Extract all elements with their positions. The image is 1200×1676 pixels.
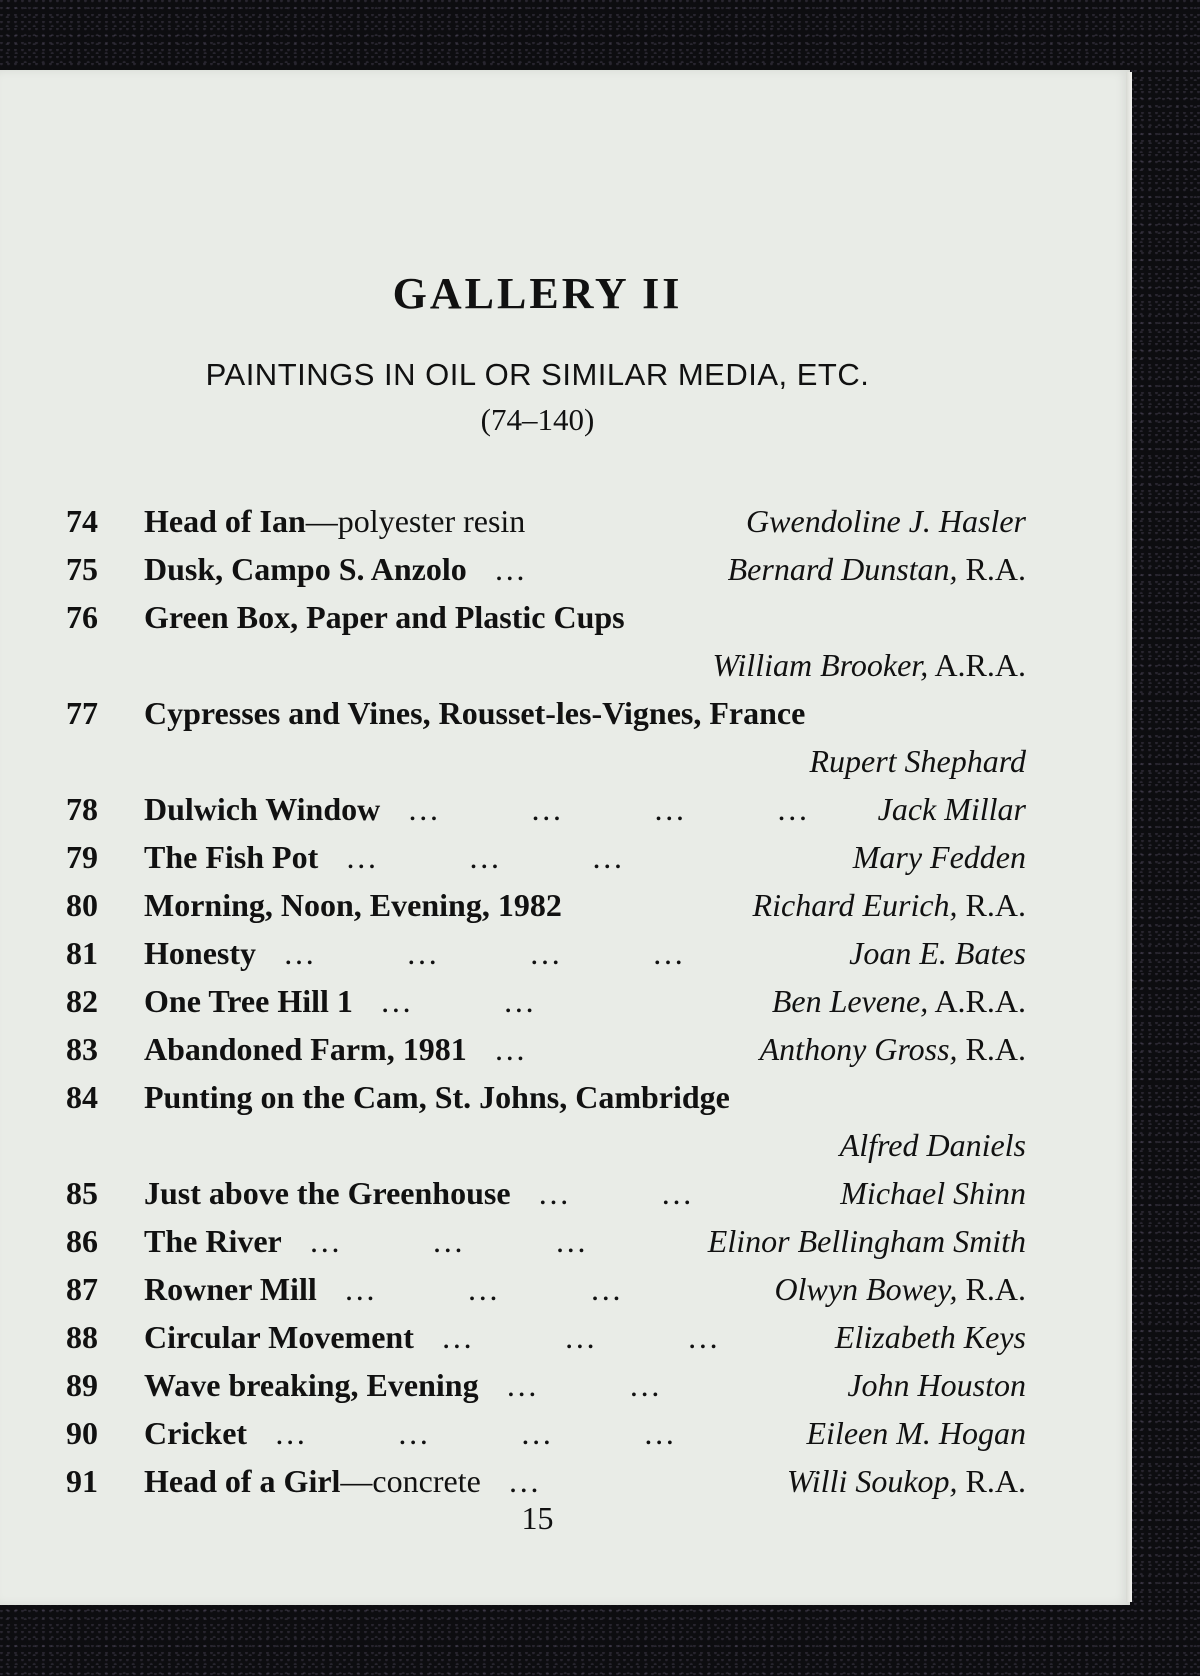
work-title: Head of Ian — [144, 503, 306, 539]
catalogue-entry — [66, 1073, 1026, 1121]
work-title: Morning, Noon, Evening, 1982 — [144, 887, 562, 923]
gallery-title: GALLERY II — [392, 269, 683, 318]
entry-number: 84 — [66, 1079, 98, 1115]
artist-name — [807, 1409, 1027, 1457]
entry-title — [144, 1025, 527, 1073]
entry-title — [144, 497, 525, 545]
artist-name — [772, 977, 1026, 1025]
catalogue-entry — [66, 1025, 1026, 1073]
work-title: One Tree Hill 1 — [144, 983, 353, 1019]
catalogue-entry — [66, 1313, 1026, 1361]
entry-number: 82 — [66, 983, 98, 1019]
entry-title — [144, 1313, 720, 1361]
leader-dots: … — [466, 551, 527, 587]
entry-continuation — [66, 737, 1026, 785]
artist-name-text: Michael Shinn — [840, 1175, 1026, 1211]
entry-continuation — [66, 641, 1026, 689]
leader-dots: … … … … — [256, 935, 685, 971]
work-title: Just above the Greenhouse — [144, 1175, 511, 1211]
entry-number: 74 — [66, 503, 98, 539]
section-subtitle: PAINTINGS IN OIL OR SIMILAR MEDIA, ETC. — [205, 357, 870, 392]
artist-honour: A.R.A. — [928, 983, 1026, 1019]
leader-dots: … … — [478, 1367, 662, 1403]
entry-number: 77 — [66, 695, 98, 731]
work-title: Abandoned Farm, 1981 — [144, 1031, 467, 1067]
catalogue-entry — [66, 977, 1026, 1025]
entry-number: 81 — [66, 935, 98, 971]
page-number: 15 — [521, 1500, 554, 1536]
artist-name-text: Elizabeth Keys — [834, 1319, 1026, 1355]
work-title: The Fish Pot — [144, 839, 319, 875]
catalogue-entry — [66, 1169, 1026, 1217]
catalogue-entry — [66, 881, 1026, 929]
artist-name — [728, 545, 1026, 593]
entry-number: 91 — [66, 1463, 98, 1499]
catalogue-entry — [66, 785, 1026, 833]
catalogue-entry — [66, 1361, 1026, 1409]
entry-title — [144, 833, 624, 881]
catalogue-entry — [66, 1217, 1026, 1265]
artist-name-text: Rupert Shephard — [809, 743, 1026, 779]
artist-honour: R.A. — [957, 1463, 1026, 1499]
leader-dots: … — [466, 1031, 527, 1067]
leader-dots: … … … … — [380, 791, 810, 827]
work-medium: —concrete — [340, 1463, 481, 1499]
work-title: Wave breaking, Evening — [144, 1367, 479, 1403]
catalogue-entry — [66, 689, 1026, 737]
entry-title — [144, 1265, 623, 1313]
artist-name-text: Olwyn Bowey, — [774, 1271, 958, 1307]
entry-title — [144, 1217, 588, 1265]
artist-name — [840, 1121, 1026, 1169]
artist-name — [847, 1361, 1026, 1409]
catalogue-entry — [66, 593, 1026, 641]
artist-name-text: Alfred Daniels — [839, 1127, 1026, 1163]
catalogue-entry — [66, 929, 1026, 977]
artist-honour: A.R.A. — [928, 647, 1026, 683]
work-title: Rowner Mill — [144, 1271, 317, 1307]
artist-name-text: Eileen M. Hogan — [806, 1415, 1026, 1451]
work-medium: —polyester resin — [305, 503, 526, 539]
entry-number: 76 — [66, 599, 98, 635]
leader-dots: … … … — [316, 1271, 623, 1307]
artist-name-text: Elinor Bellingham Smith — [707, 1223, 1026, 1259]
catalogue-entry — [66, 1409, 1026, 1457]
entry-number: 89 — [66, 1367, 98, 1403]
entry-title — [144, 881, 562, 929]
entry-title — [144, 929, 685, 977]
entry-number: 85 — [66, 1175, 98, 1211]
leader-dots: … … — [352, 983, 536, 1019]
artist-name — [760, 1025, 1026, 1073]
artist-name — [787, 1457, 1026, 1505]
entry-number: 79 — [66, 839, 98, 875]
artist-name — [878, 785, 1026, 833]
entry-title — [144, 785, 809, 833]
catalogue-entry — [66, 545, 1026, 593]
entry-number: 86 — [66, 1223, 98, 1259]
entry-title — [144, 1169, 694, 1217]
leader-dots: … … … — [318, 839, 625, 875]
artist-name-text: Gwendoline J. Hasler — [746, 503, 1026, 539]
entry-title — [144, 1361, 662, 1409]
entry-number: 88 — [66, 1319, 98, 1355]
catalogue-entries — [66, 497, 1026, 1505]
entry-number: 90 — [66, 1415, 98, 1451]
entry-title — [144, 1409, 676, 1457]
page-edge — [1126, 72, 1132, 1602]
artist-name-text: Joan E. Bates — [849, 935, 1026, 971]
artist-name-text: Jack Millar — [877, 791, 1026, 827]
catalogue-entry — [66, 1457, 1026, 1505]
work-title: The River — [144, 1223, 282, 1259]
entry-title — [144, 977, 536, 1025]
catalogue-range: (74–140) — [480, 402, 595, 437]
work-title: Cricket — [144, 1415, 248, 1451]
artist-honour: R.A. — [957, 1271, 1026, 1307]
entry-title — [144, 1073, 730, 1121]
entry-title — [144, 1457, 541, 1505]
artist-name-text: Bernard Dunstan, — [727, 551, 958, 587]
artist-name-text: Ben Levene, — [771, 983, 929, 1019]
artist-name — [849, 929, 1026, 977]
artist-name-text: John Houston — [847, 1367, 1026, 1403]
artist-name — [835, 1313, 1026, 1361]
work-title: Honesty — [144, 935, 256, 971]
entry-continuation — [66, 1121, 1026, 1169]
artist-name — [708, 1217, 1026, 1265]
work-title: Head of a Girl — [144, 1463, 341, 1499]
artist-name — [713, 641, 1026, 689]
entry-number: 78 — [66, 791, 98, 827]
leader-dots: … … — [510, 1175, 694, 1211]
artist-name-text: Mary Fedden — [852, 839, 1026, 875]
entry-title — [144, 689, 805, 737]
work-title: Circular Movement — [144, 1319, 414, 1355]
artist-name — [809, 737, 1026, 785]
entry-number: 87 — [66, 1271, 98, 1307]
work-title: Green Box, Paper and Plastic Cups — [144, 599, 625, 635]
work-title: Cypresses and Vines, Rousset-les-Vignes, France — [144, 695, 806, 731]
artist-name-text: Willi Soukop, — [786, 1463, 958, 1499]
artist-honour: R.A. — [957, 887, 1026, 923]
entry-title — [144, 593, 625, 641]
catalogue-entry — [66, 1265, 1026, 1313]
entry-number: 83 — [66, 1031, 98, 1067]
entry-number: 80 — [66, 887, 98, 923]
artist-name — [774, 1265, 1026, 1313]
entry-number: 75 — [66, 551, 98, 587]
artist-honour: R.A. — [957, 551, 1026, 587]
artist-name — [753, 881, 1026, 929]
artist-honour: R.A. — [957, 1031, 1026, 1067]
artist-name-text: William Brooker, — [712, 647, 929, 683]
artist-name — [853, 833, 1026, 881]
work-title: Punting on the Cam, St. Johns, Cambridge — [144, 1079, 730, 1115]
entry-title — [144, 545, 527, 593]
leader-dots: … … … … — [247, 1415, 677, 1451]
artist-name-text: Richard Eurich, — [752, 887, 958, 923]
artist-name — [840, 1169, 1026, 1217]
leader-dots: … … … — [413, 1319, 720, 1355]
catalogue-entry — [66, 497, 1026, 545]
catalogue-entry — [66, 833, 1026, 881]
leader-dots: … — [480, 1463, 541, 1499]
leader-dots: … … … — [281, 1223, 588, 1259]
artist-name-text: Anthony Gross, — [759, 1031, 958, 1067]
work-title: Dusk, Campo S. Anzolo — [144, 551, 467, 587]
artist-name — [746, 497, 1026, 545]
work-title: Dulwich Window — [144, 791, 381, 827]
